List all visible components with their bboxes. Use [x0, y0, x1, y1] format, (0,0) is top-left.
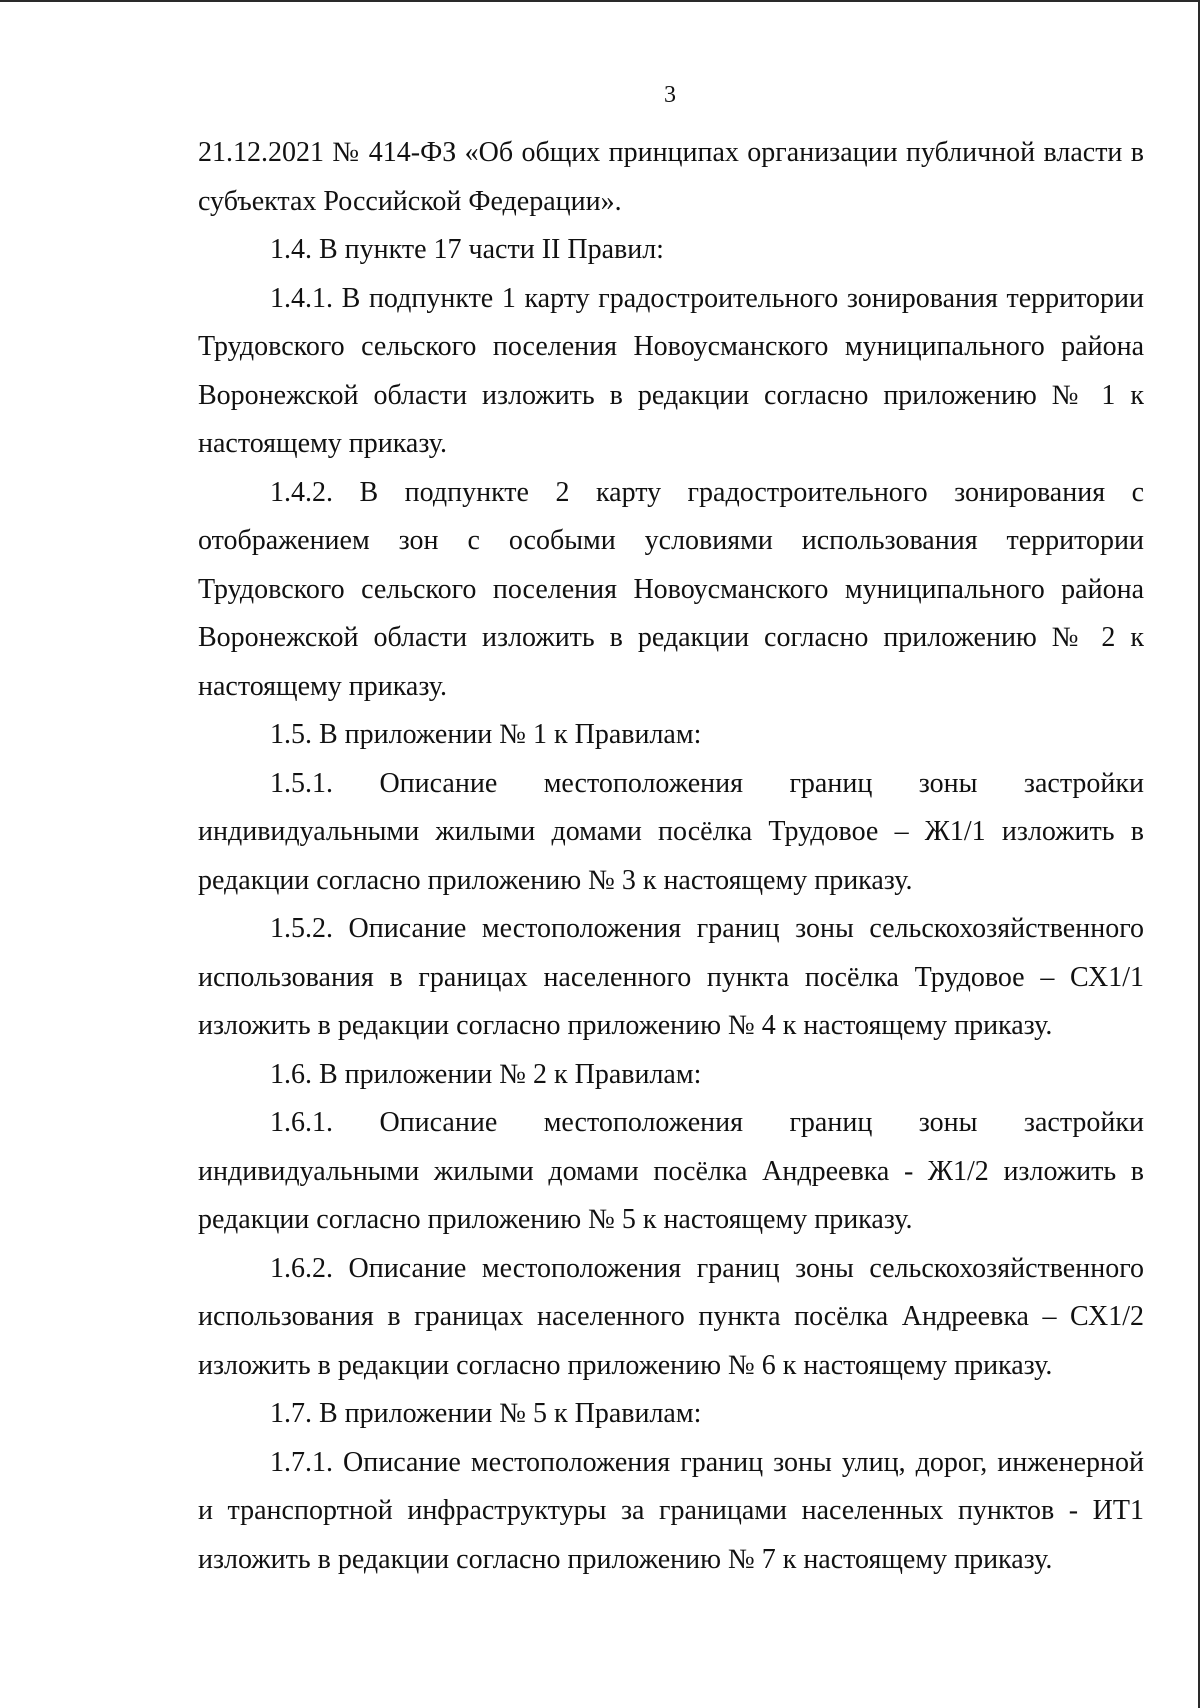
paragraph-law-reference: 21.12.2021 № 414-ФЗ «Об общих принципах организации публичной власти в субъектах Российской Федерации».	[198, 137, 1144, 217]
paragraph-1-5: 1.5. В приложении № 1 к Правилам:	[270, 719, 702, 750]
document-body	[198, 129, 1144, 1584]
paragraph-1-5-2: 1.5.2. Описание местоположения границ зоны сельскохозяйственного использования в границах населенного пункта посёлка Трудовое – СХ1/1 изложить в редакции согласно приложению № 4 к настоящему приказу.	[198, 913, 1144, 1041]
page-number: 3	[664, 82, 676, 108]
paragraph-1-6-2: 1.6.2. Описание местоположения границ зоны сельскохозяйственного использования в границах населенного пункта посёлка Андреевка – СХ1/2 изложить в редакции согласно приложению № 6 к настоящему приказу.	[198, 1252, 1144, 1381]
paragraph-1-5-1: 1.5.1. Описание местоположения границ зоны застройки индивидуальными жилыми домами посёлка Трудовое – Ж1/1 изложить в редакции согласно приложению № 3 к настоящему приказу.	[198, 767, 1144, 896]
paragraph-1-4: 1.4. В пункте 17 части II Правил:	[270, 234, 664, 265]
paragraph-1-7-1: 1.7.1. Описание местоположения границ зоны улиц, дорог, инженерной и транспортной инфраструктуры за границами населенных пунктов - ИТ1 изложить в редакции согласно приложению № 7 к настоящему приказу.	[198, 1446, 1144, 1575]
paragraph-1-7: 1.7. В приложении № 5 к Правилам:	[270, 1398, 702, 1429]
paragraph-1-6-1: 1.6.1. Описание местоположения границ зоны застройки индивидуальными жилыми домами посёлка Андреевка - Ж1/2 изложить в редакции согласно приложению № 5 к настоящему приказу.	[198, 1107, 1144, 1235]
paragraph-1-6: 1.6. В приложении № 2 к Правилам:	[270, 1058, 702, 1090]
paragraph-1-4-1: 1.4.1. В подпункте 1 карту градостроительного зонирования территории Трудовского сельского поселения Новоусманского муниципального района Воронежской области изложить в редакции согласно приложению № 1 к настоящему приказу.	[198, 282, 1144, 459]
paragraph-1-4-2: 1.4.2. В подпункте 2 карту градостроительного зонирования с отображением зон с особыми условиями использования территории Трудовского сельского поселения Новоусманского муниципального района Воронежской области изложить в редакции согласно приложению № 2 к настоящему приказу.	[198, 476, 1144, 702]
